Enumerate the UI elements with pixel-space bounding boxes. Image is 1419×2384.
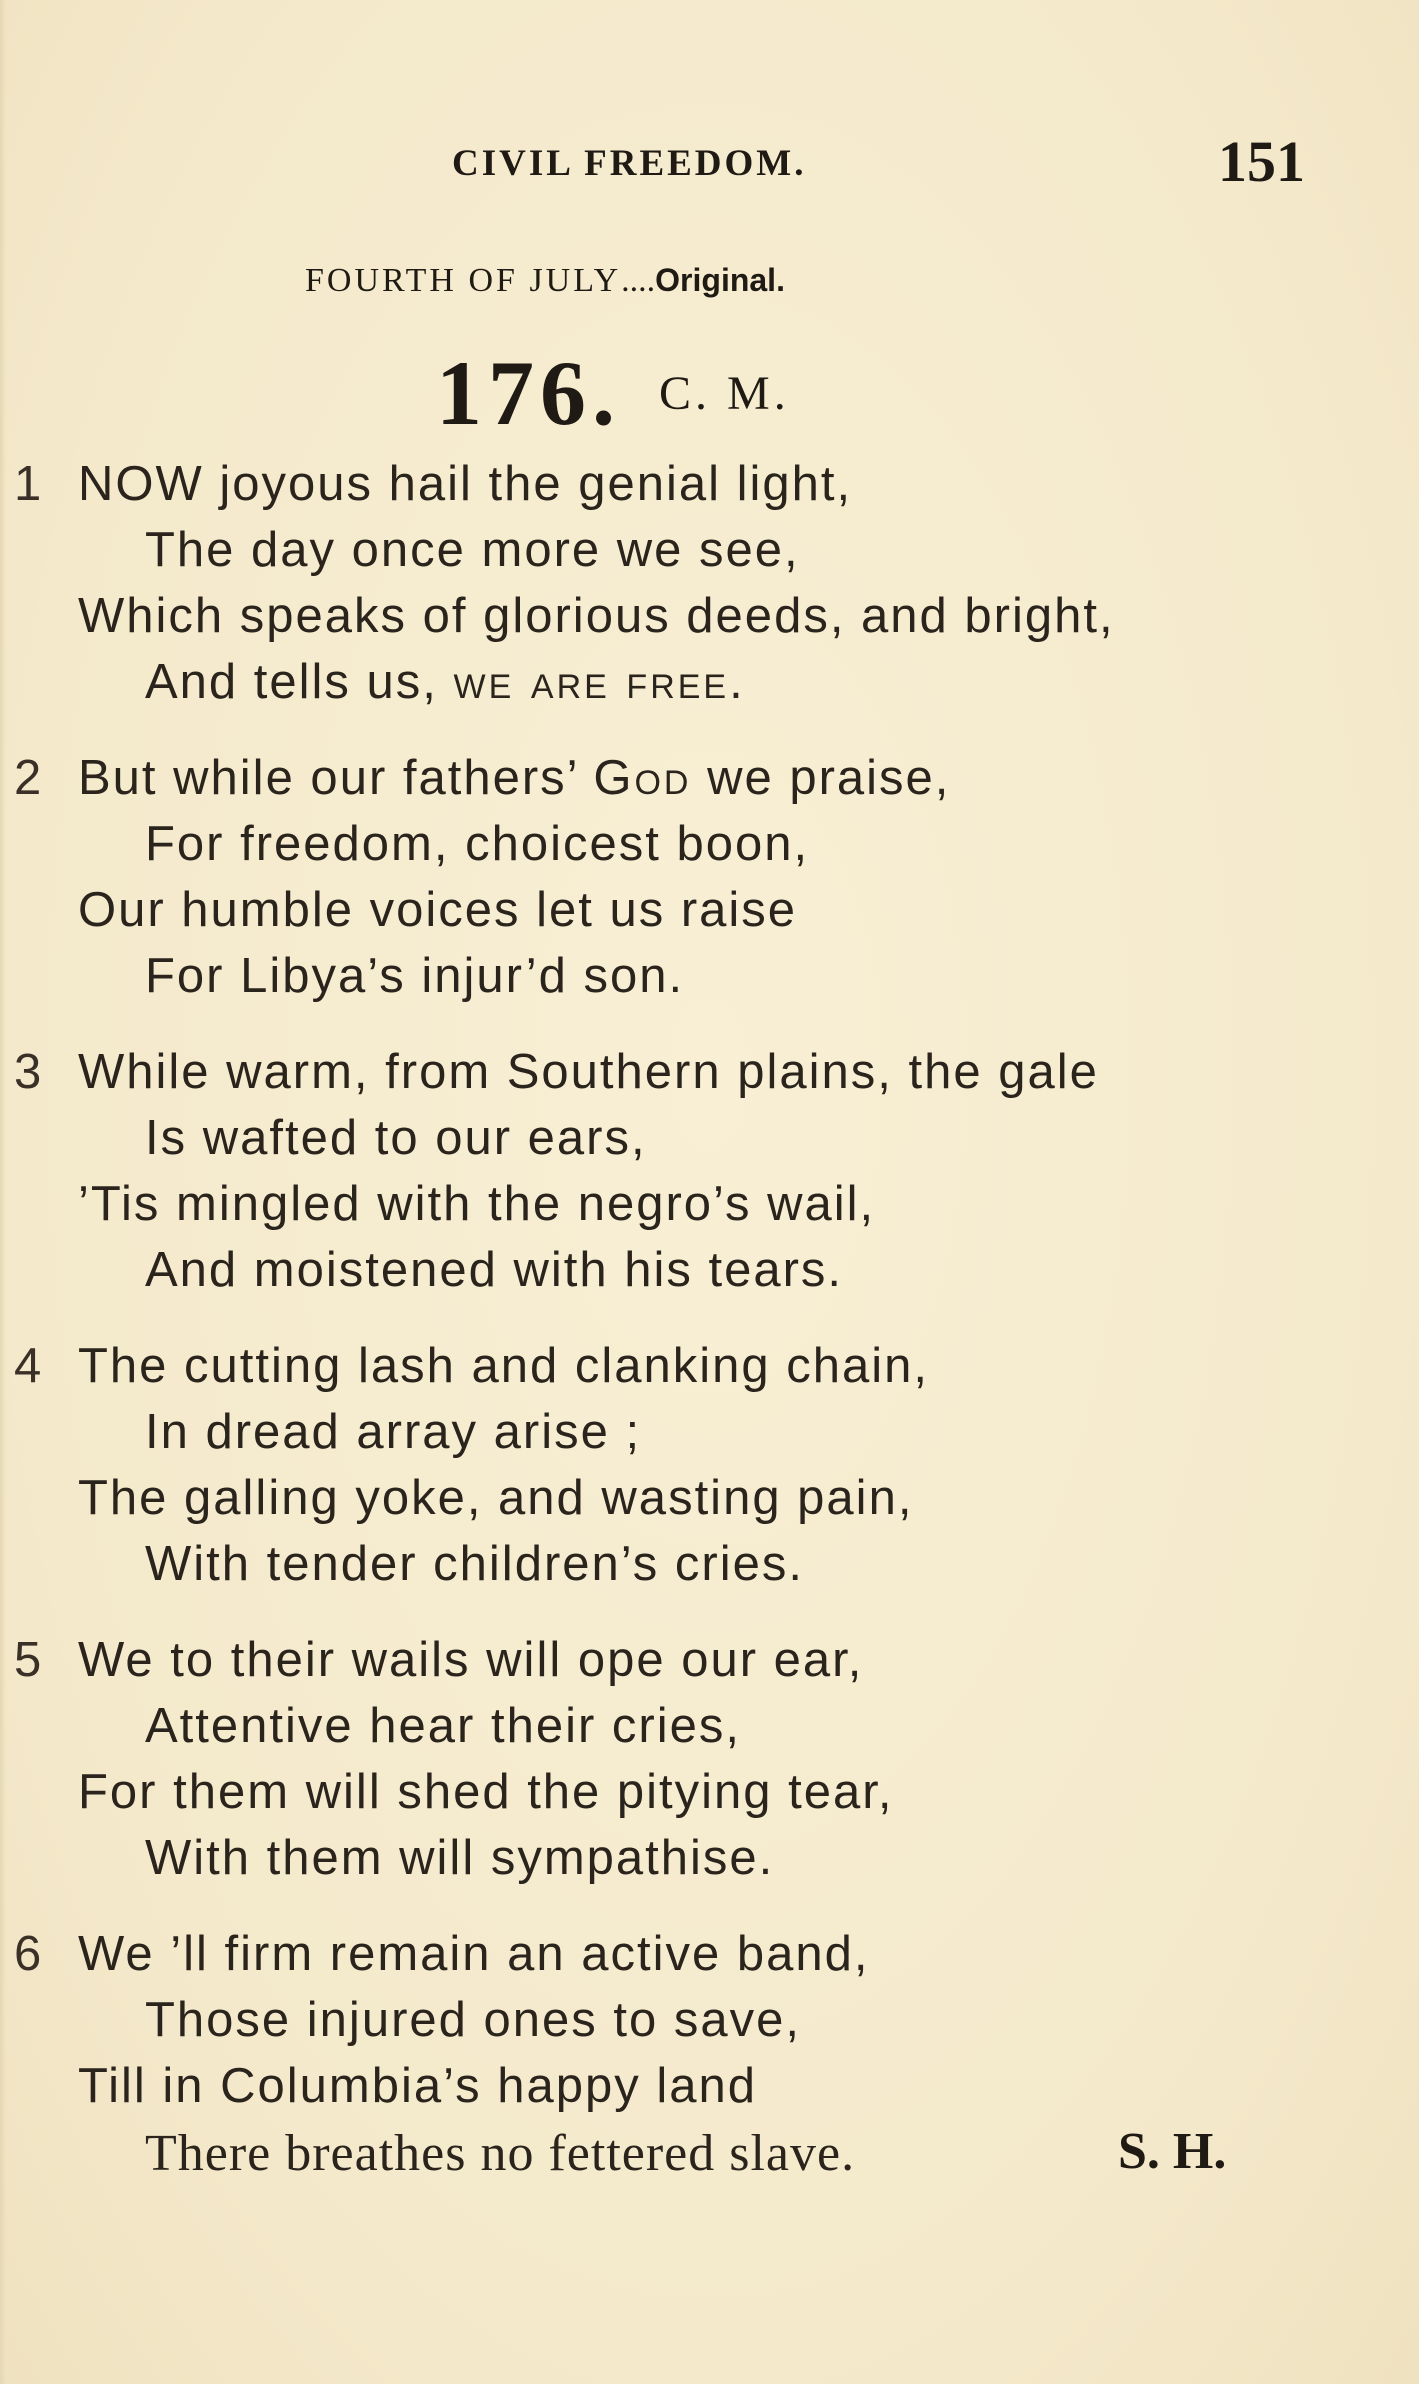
stanza-number: 3	[14, 1045, 42, 1099]
stanza-number: 1	[14, 457, 42, 511]
stanza-line-text: And tells us,	[145, 655, 454, 709]
stanza-line: There breathes no fettered slave.	[145, 2125, 856, 2182]
stanza-line: For them will shed the pitying tear,	[78, 1765, 894, 1819]
stanza-line: For Libya’s injur’d son.	[145, 949, 685, 1003]
stanza-line: The cutting lash and clanking chain,	[78, 1339, 930, 1393]
stanza-number: 6	[14, 1927, 42, 1981]
divine-name: God	[593, 751, 692, 805]
stanza-line: While warm, from Southern plains, the gale	[78, 1045, 1099, 1099]
hymn-heading	[436, 340, 790, 446]
page-gutter-shadow	[0, 0, 6, 2384]
page-number: 151	[1218, 129, 1305, 194]
emphasis-we-are-free: we are free.	[453, 655, 746, 709]
hymn-number: 176.	[436, 342, 621, 444]
stanza-line: Till in Columbia’s happy land	[78, 2059, 757, 2113]
tune-subtitle	[305, 262, 785, 300]
stanza-line: The day once more we see,	[145, 523, 800, 577]
stanza-number: 5	[14, 1633, 42, 1687]
stanza-number: 4	[14, 1339, 42, 1393]
stanza-line: Attentive hear their cries,	[145, 1699, 741, 1753]
stanza-line: For freedom, choicest boon,	[145, 817, 810, 871]
stanza-line	[145, 654, 746, 710]
tune-separator: ....	[621, 262, 656, 299]
stanza-line	[78, 750, 950, 806]
tune-name: FOURTH OF JULY	[305, 262, 622, 299]
stanza-line: We to their wails will ope our ear,	[78, 1633, 864, 1687]
stanza-line-text: But while our fathers’	[78, 751, 594, 805]
stanza-line-text: we praise,	[691, 751, 951, 805]
tune-source: Original.	[655, 262, 785, 298]
stanza-line: Which speaks of glorious deeds, and bright,	[78, 589, 1115, 643]
hymn-meter: C. M.	[659, 366, 790, 420]
stanza-line: Is wafted to our ears,	[145, 1111, 647, 1165]
stanza-line: NOW joyous hail the genial light,	[78, 457, 853, 511]
stanza-line: Those injured ones to save,	[145, 1993, 801, 2047]
stanza-line: In dread array arise ;	[145, 1405, 642, 1459]
stanza-line: With tender children’s cries.	[145, 1537, 804, 1591]
stanza-line: The galling yoke, and wasting pain,	[78, 1471, 914, 1525]
stanza-line: With them will sympathise.	[145, 1831, 775, 1885]
stanza-line: ’Tis mingled with the negro’s wail,	[78, 1177, 876, 1231]
running-head	[0, 128, 1419, 194]
stanza-number: 2	[14, 751, 42, 805]
running-title: CIVIL FREEDOM.	[452, 143, 807, 184]
author-initials: S. H.	[1118, 2123, 1227, 2180]
stanza-line: Our humble voices let us raise	[78, 883, 798, 937]
stanza-line: And moistened with his tears.	[145, 1243, 844, 1297]
stanza-line: We ’ll firm remain an active band,	[78, 1927, 870, 1981]
